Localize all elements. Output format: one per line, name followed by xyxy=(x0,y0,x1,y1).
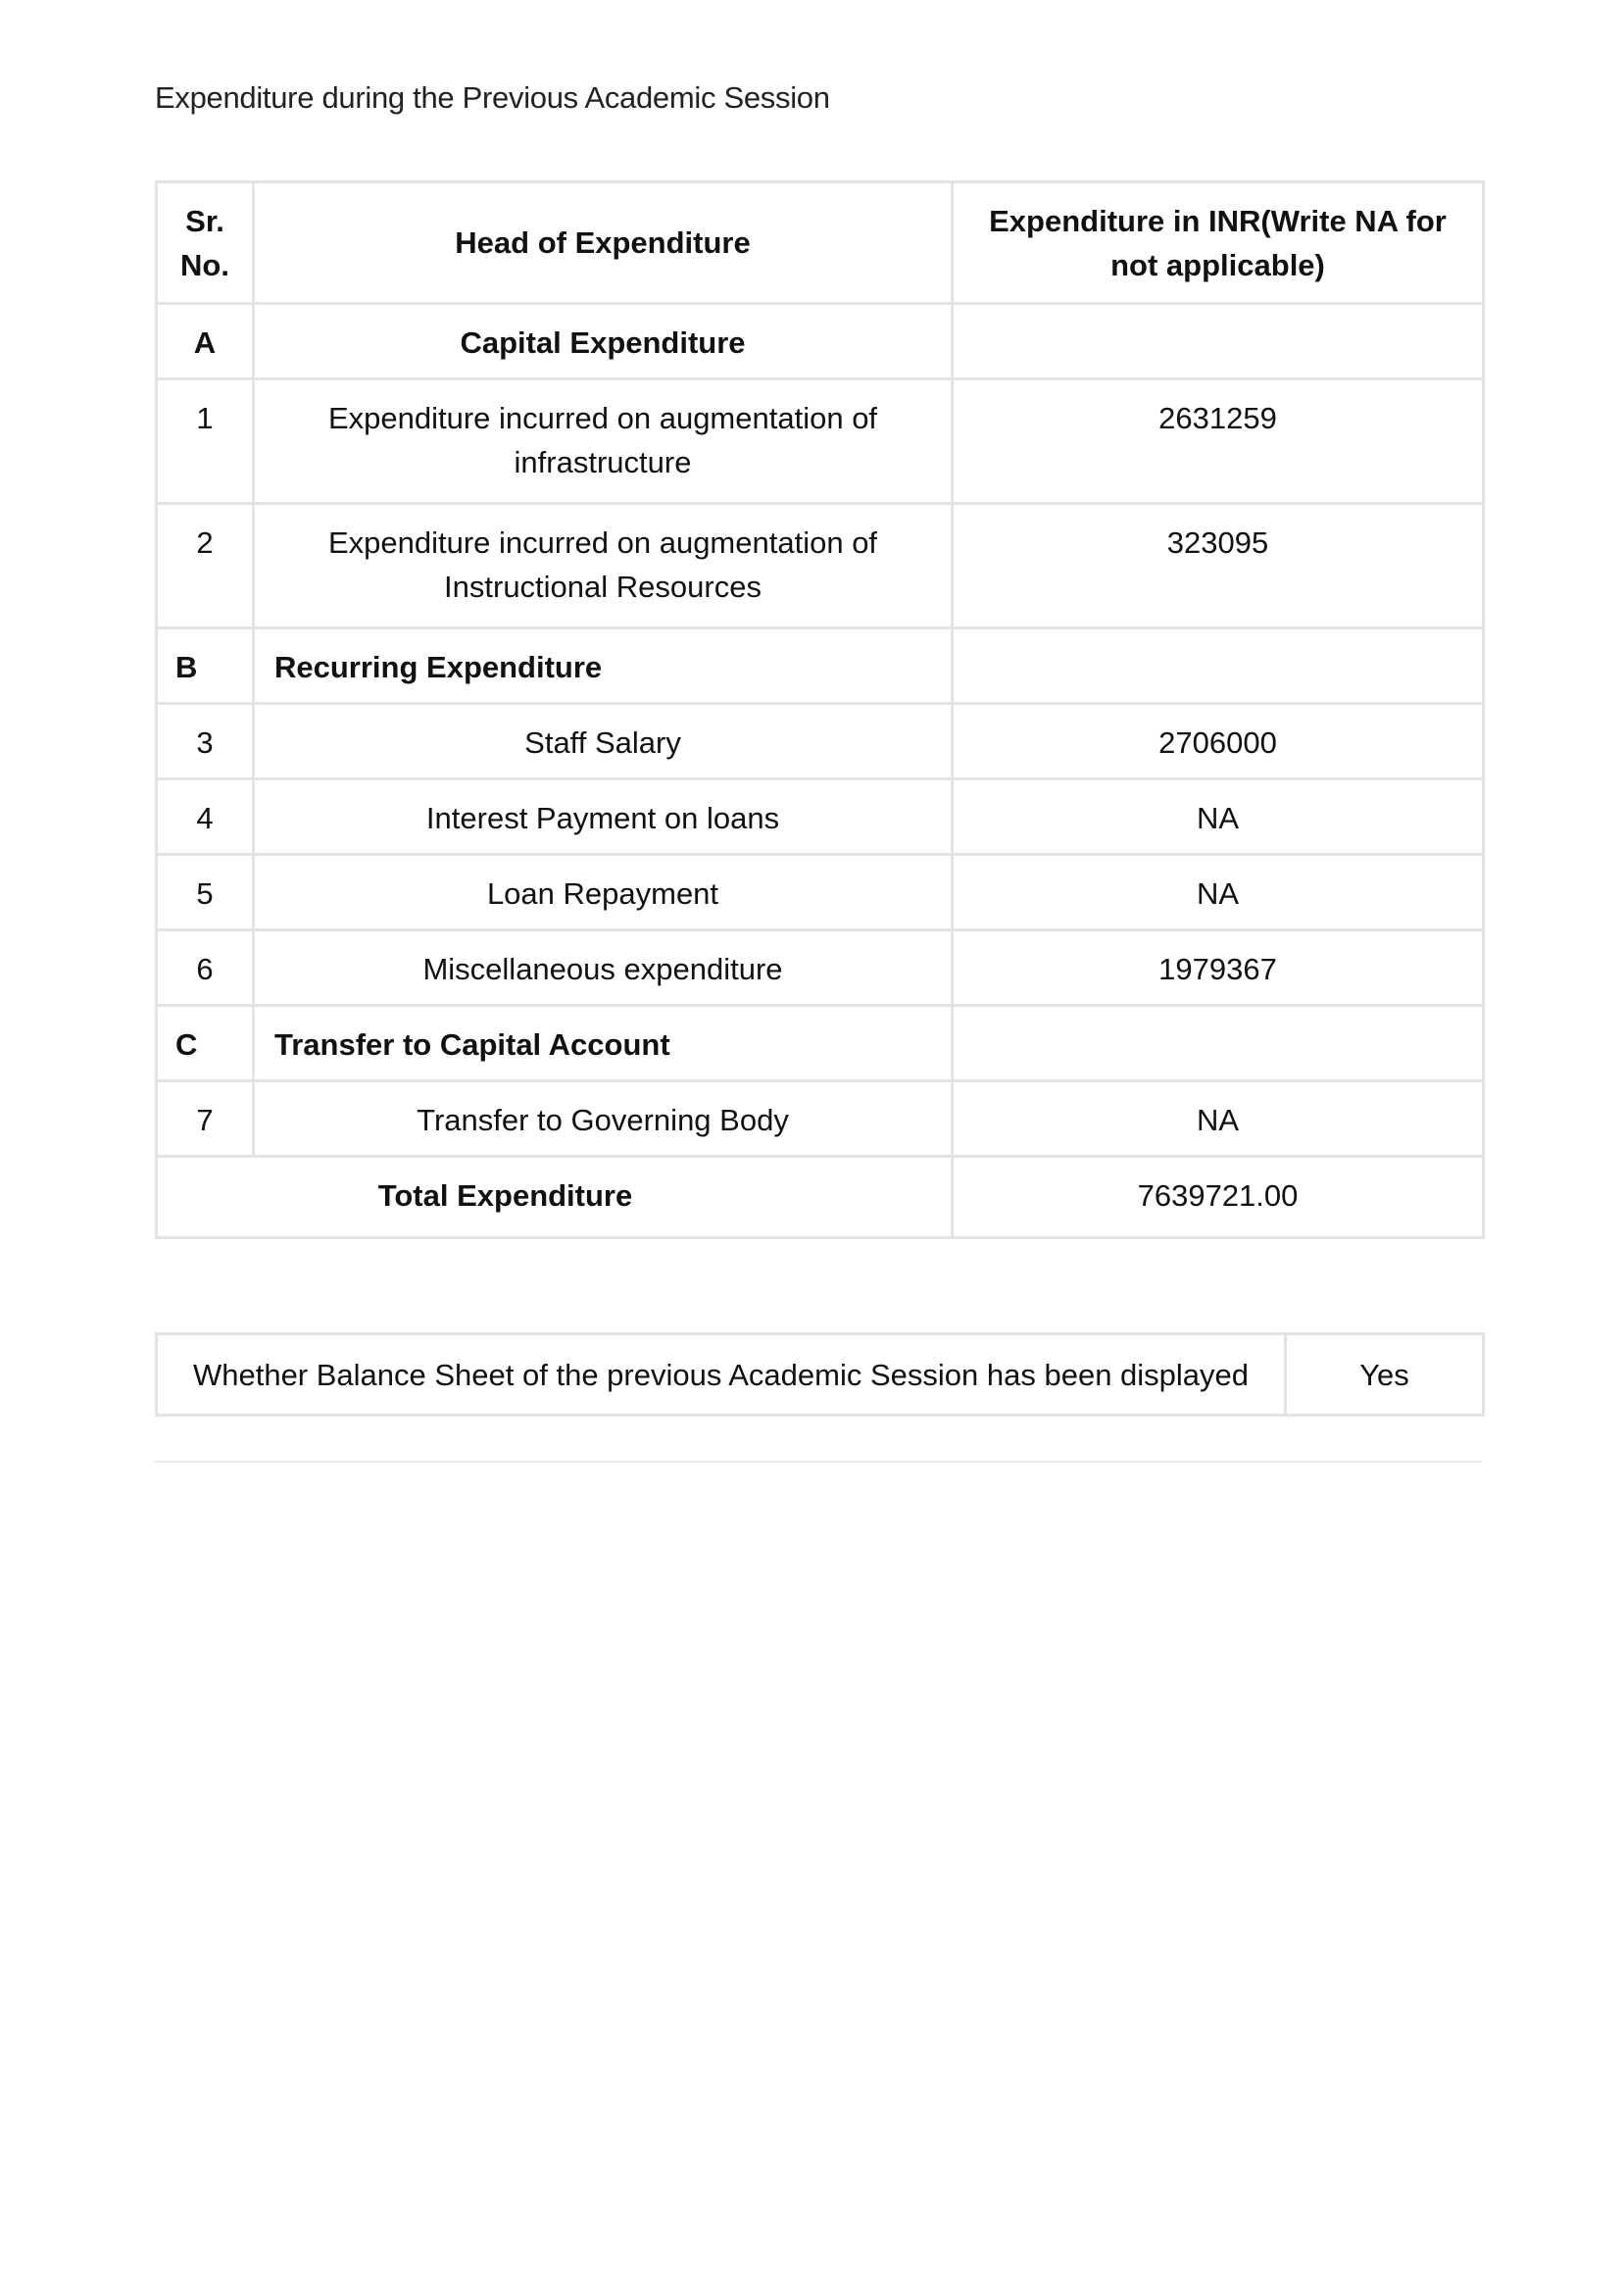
table-row xyxy=(157,704,1484,779)
group-row-recurring xyxy=(157,628,1484,704)
row-amount: 2706000 xyxy=(953,704,1484,779)
balance-sheet-answer: Yes xyxy=(1286,1334,1484,1416)
row-amount: NA xyxy=(953,779,1484,855)
header-head-of-expenditure: Head of Expenditure xyxy=(254,182,953,304)
row-amount: 323095 xyxy=(953,504,1484,628)
row-head: Loan Repayment xyxy=(254,855,953,930)
group-code: C xyxy=(157,1006,254,1081)
row-sr: 5 xyxy=(157,855,254,930)
group-amount-empty xyxy=(953,304,1484,379)
row-amount: 1979367 xyxy=(953,930,1484,1006)
row-head: Miscellaneous expenditure xyxy=(254,930,953,1006)
row-head: Staff Salary xyxy=(254,704,953,779)
group-code: B xyxy=(157,628,254,704)
row-amount: 2631259 xyxy=(953,379,1484,504)
page-title: Expenditure during the Previous Academic Session xyxy=(155,80,830,115)
row-sr: 1 xyxy=(157,379,254,504)
group-row-transfer xyxy=(157,1006,1484,1081)
row-amount: NA xyxy=(953,1081,1484,1157)
row-head: Expenditure incurred on augmentation of Instructional Resources xyxy=(254,504,953,628)
row-sr: 3 xyxy=(157,704,254,779)
table-row xyxy=(157,855,1484,930)
group-amount-empty xyxy=(953,1006,1484,1081)
total-row xyxy=(157,1157,1484,1238)
group-label: Transfer to Capital Account xyxy=(254,1006,953,1081)
row-head: Transfer to Governing Body xyxy=(254,1081,953,1157)
balance-sheet-table xyxy=(155,1332,1485,1417)
group-code: A xyxy=(157,304,254,379)
row-sr: 7 xyxy=(157,1081,254,1157)
table-header-row xyxy=(157,182,1484,304)
balance-sheet-question: Whether Balance Sheet of the previous Academic Session has been displayed xyxy=(157,1334,1286,1416)
expenditure-table xyxy=(155,180,1485,1239)
total-amount: 7639721.00 xyxy=(953,1157,1484,1238)
row-sr: 2 xyxy=(157,504,254,628)
row-head: Interest Payment on loans xyxy=(254,779,953,855)
balance-sheet-row xyxy=(157,1334,1484,1416)
row-amount: NA xyxy=(953,855,1484,930)
group-amount-empty xyxy=(953,628,1484,704)
table-row xyxy=(157,379,1484,504)
table-row xyxy=(157,779,1484,855)
table-row xyxy=(157,930,1484,1006)
row-head: Expenditure incurred on augmentation of infrastructure xyxy=(254,379,953,504)
total-label: Total Expenditure xyxy=(157,1157,953,1238)
horizontal-divider xyxy=(155,1461,1482,1463)
header-sr-no: Sr. No. xyxy=(157,182,254,304)
group-label: Recurring Expenditure xyxy=(254,628,953,704)
group-row-capital xyxy=(157,304,1484,379)
group-label: Capital Expenditure xyxy=(254,304,953,379)
row-sr: 4 xyxy=(157,779,254,855)
header-expenditure-amount: Expenditure in INR(Write NA for not applicable) xyxy=(953,182,1484,304)
row-sr: 6 xyxy=(157,930,254,1006)
table-row xyxy=(157,504,1484,628)
table-row xyxy=(157,1081,1484,1157)
